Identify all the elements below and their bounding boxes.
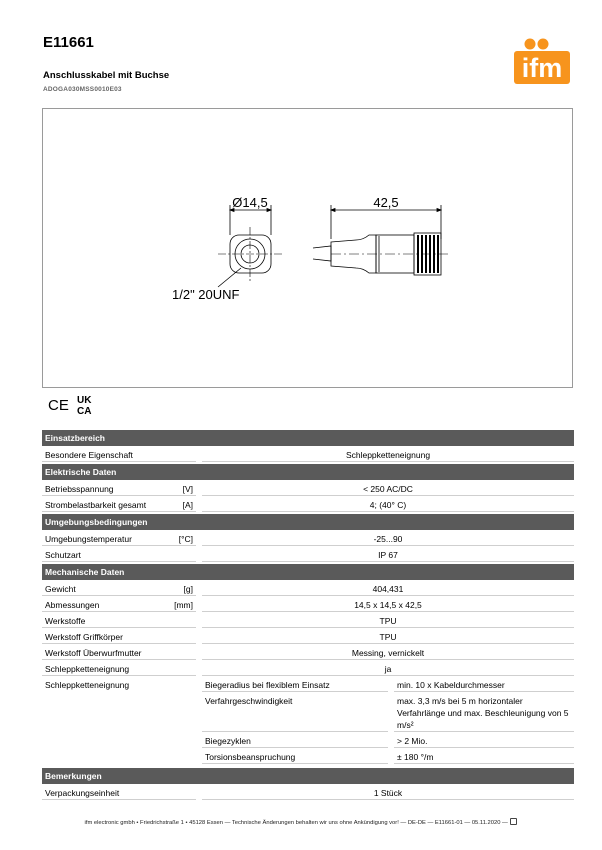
lock-icon [510,818,517,825]
section-header: Einsatzbereich [42,430,574,446]
ifm-logo [512,36,572,86]
spec-label-cell [42,630,196,644]
knurl-line [417,235,419,273]
spec-label-cell [42,498,196,512]
section-header: Umgebungsbedingungen [42,514,574,530]
spec-value: ja [202,662,574,676]
ukca-mark-top: UK [77,395,92,406]
spec-value: 404,431 [202,582,574,596]
spec-label: Umgebungstemperatur [45,534,132,544]
spec-unit: [V] [182,484,193,494]
spec-value: < 250 AC/DC [202,482,574,496]
spec-row-drag-chain [42,678,574,766]
drawing-svg [43,109,572,387]
spec-label: Schleppketteneignung [45,680,130,690]
spec-value: 14,5 x 14,5 x 42,5 [202,598,574,612]
sub-value: min. 10 x Kabeldurchmesser [394,678,574,692]
sub-key: Verfahrgeschwindigkeit [202,694,388,732]
spec-value: 1 Stück [202,786,574,800]
spec-row [42,646,574,660]
spec-label: Schutzart [45,550,81,560]
spec-unit: [A] [182,500,193,510]
knurl-line [437,235,439,273]
section-header: Elektrische Daten [42,464,574,480]
spec-value: -25...90 [202,532,574,546]
spec-label-cell [42,532,196,546]
sub-key: Biegeradius bei flexiblem Einsatz [202,678,388,692]
sub-value: > 2 Mio. [394,734,574,748]
sub-value: max. 3,3 m/s bei 5 m horizontaler Verfahrlänge und max. Beschleunigung von 5 m/s² [394,694,574,732]
spec-unit: [g] [183,584,193,594]
knurl-line [421,235,423,273]
spec-label-cell [42,598,196,612]
spec-row [42,662,574,676]
spec-row [42,582,574,596]
article-code: ADOGA030MSS0010E03 [43,86,122,93]
spec-label-cell [42,614,196,628]
spec-row [42,548,574,562]
product-title: E11661 [43,34,94,51]
spec-unit: [mm] [174,600,193,610]
section-header: Mechanische Daten [42,564,574,580]
knurl-line [429,235,431,273]
spec-row [42,786,574,800]
spec-value: Schleppketteneignung [202,448,574,462]
sub-row [202,678,574,692]
logo-dot [525,39,536,50]
spec-value: IP 67 [202,548,574,562]
sub-row [202,750,574,764]
sub-row [202,694,574,732]
spec-value: Messing, vernickelt [202,646,574,660]
spec-row [42,598,574,612]
sub-row [202,734,574,748]
spec-label-cell [42,662,196,676]
spec-label-cell [42,548,196,562]
spec-label: Schleppketteneignung [45,664,130,674]
product-subtitle: Anschlusskabel mit Buchse [43,70,170,81]
diameter-label: Ø14,5 [232,195,268,210]
sub-value: ± 180 °/m [394,750,574,764]
logo-text: ifm [521,53,563,83]
spec-label: Werkstoff Überwurfmutter [45,648,142,658]
spec-label-cell [42,646,196,660]
spec-label-cell [42,678,196,766]
certification-marks [48,393,104,417]
specification-table [42,430,574,802]
page-footer [0,818,602,826]
footer-text: ifm electronic gmbh • Friedrichstraße 1 • 45128 Essen — Technische Änderungen behalten wir uns ohne Ankündigung vor! — DE-DE — E11661-01 — 05.11.2020 — [84,820,508,826]
knurl-line [425,235,427,273]
ukca-mark-bottom: CA [77,406,92,417]
spec-label: Gewicht [45,584,76,594]
spec-value: TPU [202,630,574,644]
spec-row [42,498,574,512]
spec-label-cell [42,448,196,462]
spec-row [42,614,574,628]
ce-mark: CE [48,397,69,414]
spec-label: Strombelastbarkeit gesamt [45,500,147,510]
section-header: Bemerkungen [42,768,574,784]
spec-label: Betriebsspannung [45,484,114,494]
spec-label: Verpackungseinheit [45,788,120,798]
spec-label-cell [42,582,196,596]
spec-row [42,448,574,462]
spec-label-cell [42,786,196,800]
sub-key: Torsionsbeanspruchung [202,750,388,764]
spec-value: TPU [202,614,574,628]
logo-dot [538,39,549,50]
knurl-line [433,235,435,273]
spec-row [42,630,574,644]
spec-row [42,482,574,496]
leader-line [218,268,241,287]
spec-label: Besondere Eigenschaft [45,450,133,460]
cable [313,246,331,261]
spec-unit: [°C] [178,534,193,544]
spec-value: 4; (40° C) [202,498,574,512]
sub-key: Biegezyklen [202,734,388,748]
spec-label: Werkstoff Griffkörper [45,632,123,642]
length-label: 42,5 [373,195,399,210]
spec-label-cell [42,482,196,496]
dimension-drawing [42,108,573,388]
spec-row [42,532,574,546]
spec-label: Werkstoffe [45,616,86,626]
thread-label: 1/2" 20UNF [172,287,240,302]
spec-label: Abmessungen [45,600,100,610]
drag-chain-subtable [202,678,574,766]
